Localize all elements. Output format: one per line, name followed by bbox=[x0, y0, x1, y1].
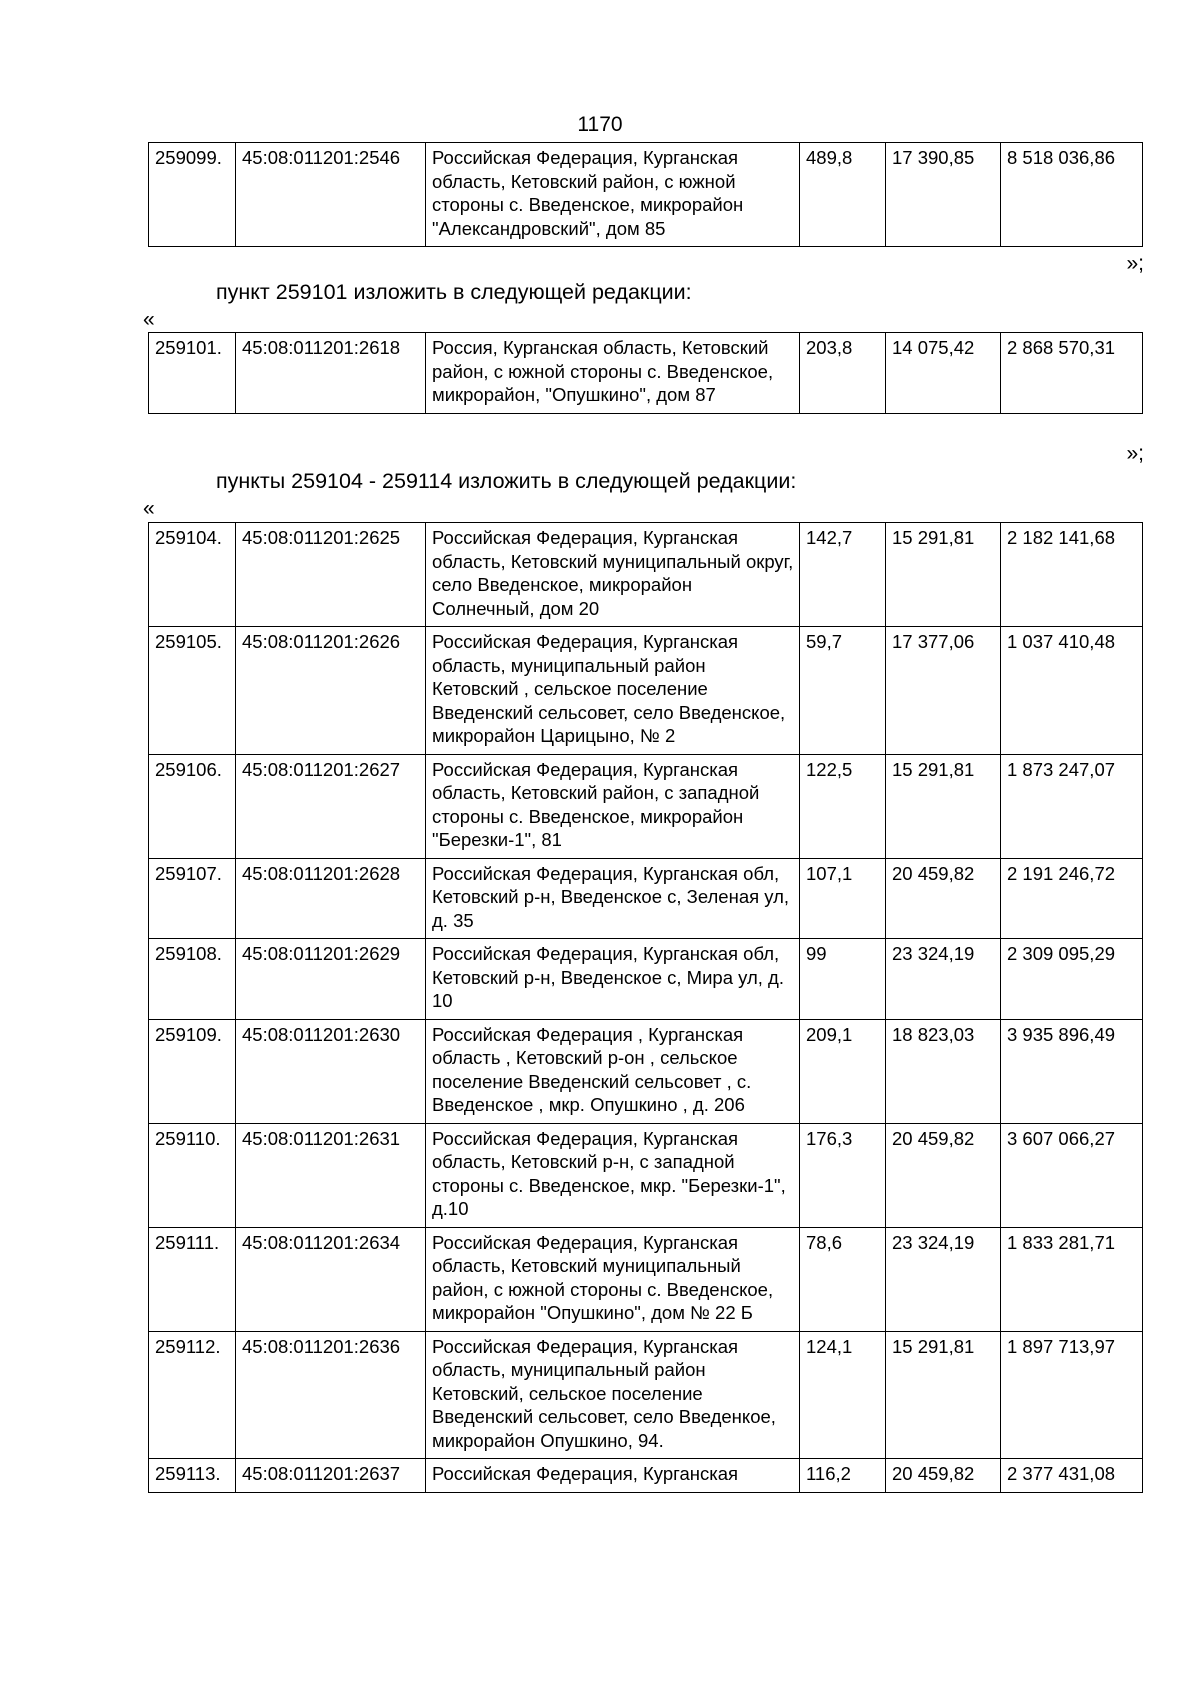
amendment-instruction-259101: пункт 259101 изложить в следующей редакции: bbox=[216, 280, 692, 304]
area-cell: 209,1 bbox=[800, 1019, 886, 1123]
row-number-cell: 259112. bbox=[149, 1331, 236, 1459]
unit-cost-cell: 17 390,85 bbox=[886, 143, 1001, 247]
unit-cost-cell: 15 291,81 bbox=[886, 754, 1001, 858]
cadastral-value-cell: 1 037 410,48 bbox=[1001, 627, 1143, 755]
opening-quote: « bbox=[143, 308, 155, 331]
row-number-cell: 259108. bbox=[149, 939, 236, 1020]
amendment-instruction-259104-259114: пункты 259104 - 259114 изложить в следующей редакции: bbox=[216, 469, 797, 493]
cadastral-number-cell: 45:08:011201:2626 bbox=[236, 627, 426, 755]
cadastral-value-cell: 1 833 281,71 bbox=[1001, 1227, 1143, 1331]
page-number: 1170 bbox=[577, 113, 623, 136]
address-cell: Российская Федерация, Курганская область, муниципальный район Кетовский, сельское поселение Введенский сельсовет, село Введенкое, микрорайон Опушкино, 94. bbox=[426, 1331, 800, 1459]
row-number-cell: 259106. bbox=[149, 754, 236, 858]
unit-cost-cell: 15 291,81 bbox=[886, 1331, 1001, 1459]
table-row bbox=[149, 333, 1143, 414]
cadastral-number-cell: 45:08:011201:2628 bbox=[236, 858, 426, 939]
unit-cost-cell: 17 377,06 bbox=[886, 627, 1001, 755]
address-cell: Российская Федерация, Курганская область, Кетовский муниципальный район, с южной стороны с. Введенское, микрорайон "Опушкино", дом № 22 Б bbox=[426, 1227, 800, 1331]
unit-cost-cell: 20 459,82 bbox=[886, 858, 1001, 939]
row-number-cell: 259104. bbox=[149, 523, 236, 627]
closing-quote: »; bbox=[1126, 442, 1144, 465]
area-cell: 99 bbox=[800, 939, 886, 1020]
row-number-cell: 259099. bbox=[149, 143, 236, 247]
row-number-cell: 259109. bbox=[149, 1019, 236, 1123]
unit-cost-cell: 20 459,82 bbox=[886, 1123, 1001, 1227]
cadastral-value-cell: 8 518 036,86 bbox=[1001, 143, 1143, 247]
address-cell: Российская Федерация, Курганская область, Кетовский район, с западной стороны с. Введенское, микрорайон "Березки-1", 81 bbox=[426, 754, 800, 858]
table-row bbox=[149, 939, 1143, 1020]
table-row bbox=[149, 143, 1143, 247]
table-row bbox=[149, 627, 1143, 755]
area-cell: 176,3 bbox=[800, 1123, 886, 1227]
unit-cost-cell: 20 459,82 bbox=[886, 1459, 1001, 1493]
opening-quote: « bbox=[143, 497, 155, 520]
cadastral-value-cell: 2 309 095,29 bbox=[1001, 939, 1143, 1020]
area-cell: 107,1 bbox=[800, 858, 886, 939]
area-cell: 78,6 bbox=[800, 1227, 886, 1331]
row-number-cell: 259111. bbox=[149, 1227, 236, 1331]
address-cell: Российская Федерация, Курганская обл, Кетовский р-н, Введенское с, Зеленая ул, д. 35 bbox=[426, 858, 800, 939]
table-row bbox=[149, 1123, 1143, 1227]
cadastral-number-cell: 45:08:011201:2629 bbox=[236, 939, 426, 1020]
table-row bbox=[149, 1331, 1143, 1459]
address-cell: Россия, Курганская область, Кетовский район, с южной стороны с. Введенское, микрорайон, "Опушкино", дом 87 bbox=[426, 333, 800, 414]
cadastral-value-cell: 3 935 896,49 bbox=[1001, 1019, 1143, 1123]
table-property-259099 bbox=[148, 142, 1143, 247]
unit-cost-cell: 14 075,42 bbox=[886, 333, 1001, 414]
address-cell: Российская Федерация, Курганская область, Кетовский муниципальный округ, село Введенское, микрорайон Солнечный, дом 20 bbox=[426, 523, 800, 627]
row-number-cell: 259113. bbox=[149, 1459, 236, 1493]
cadastral-value-cell: 1 897 713,97 bbox=[1001, 1331, 1143, 1459]
area-cell: 59,7 bbox=[800, 627, 886, 755]
cadastral-number-cell: 45:08:011201:2637 bbox=[236, 1459, 426, 1493]
address-cell: Российская Федерация, Курганская обл, Кетовский р-н, Введенское с, Мира ул, д. 10 bbox=[426, 939, 800, 1020]
cadastral-number-cell: 45:08:011201:2618 bbox=[236, 333, 426, 414]
row-number-cell: 259110. bbox=[149, 1123, 236, 1227]
area-cell: 489,8 bbox=[800, 143, 886, 247]
cadastral-value-cell: 2 868 570,31 bbox=[1001, 333, 1143, 414]
area-cell: 122,5 bbox=[800, 754, 886, 858]
address-cell: Российская Федерация, Курганская область, муниципальный район Кетовский , сельское поселение Введенский сельсовет, село Введенское, микрорайон Царицыно, № 2 bbox=[426, 627, 800, 755]
address-cell: Российская Федерация, Курганская область, Кетовский р-н, с западной стороны с. Введенское, мкр. "Березки-1", д.10 bbox=[426, 1123, 800, 1227]
cadastral-number-cell: 45:08:011201:2627 bbox=[236, 754, 426, 858]
cadastral-number-cell: 45:08:011201:2634 bbox=[236, 1227, 426, 1331]
cadastral-number-cell: 45:08:011201:2546 bbox=[236, 143, 426, 247]
table-properties-259104-259113 bbox=[148, 522, 1143, 1493]
cadastral-value-cell: 2 182 141,68 bbox=[1001, 523, 1143, 627]
cadastral-number-cell: 45:08:011201:2631 bbox=[236, 1123, 426, 1227]
cadastral-value-cell: 2 191 246,72 bbox=[1001, 858, 1143, 939]
table-row bbox=[149, 1019, 1143, 1123]
area-cell: 124,1 bbox=[800, 1331, 886, 1459]
table-row bbox=[149, 858, 1143, 939]
cadastral-value-cell: 2 377 431,08 bbox=[1001, 1459, 1143, 1493]
table-row bbox=[149, 523, 1143, 627]
area-cell: 116,2 bbox=[800, 1459, 886, 1493]
table-row bbox=[149, 1459, 1143, 1493]
area-cell: 142,7 bbox=[800, 523, 886, 627]
address-cell: Российская Федерация , Курганская область , Кетовский р-он , сельское поселение Введенский сельсовет , с. Введенское , мкр. Опушкино , д. 206 bbox=[426, 1019, 800, 1123]
cadastral-number-cell: 45:08:011201:2630 bbox=[236, 1019, 426, 1123]
unit-cost-cell: 15 291,81 bbox=[886, 523, 1001, 627]
cadastral-number-cell: 45:08:011201:2636 bbox=[236, 1331, 426, 1459]
cadastral-value-cell: 3 607 066,27 bbox=[1001, 1123, 1143, 1227]
table-property-259101 bbox=[148, 332, 1143, 414]
cadastral-number-cell: 45:08:011201:2625 bbox=[236, 523, 426, 627]
table-row bbox=[149, 754, 1143, 858]
unit-cost-cell: 18 823,03 bbox=[886, 1019, 1001, 1123]
unit-cost-cell: 23 324,19 bbox=[886, 939, 1001, 1020]
unit-cost-cell: 23 324,19 bbox=[886, 1227, 1001, 1331]
row-number-cell: 259101. bbox=[149, 333, 236, 414]
cadastral-value-cell: 1 873 247,07 bbox=[1001, 754, 1143, 858]
closing-quote: »; bbox=[1126, 252, 1144, 275]
table-row bbox=[149, 1227, 1143, 1331]
area-cell: 203,8 bbox=[800, 333, 886, 414]
row-number-cell: 259105. bbox=[149, 627, 236, 755]
address-cell: Российская Федерация, Курганская область, Кетовский район, с южной стороны с. Введенское, микрорайон "Александровский", дом 85 bbox=[426, 143, 800, 247]
row-number-cell: 259107. bbox=[149, 858, 236, 939]
address-cell: Российская Федерация, Курганская bbox=[426, 1459, 800, 1493]
